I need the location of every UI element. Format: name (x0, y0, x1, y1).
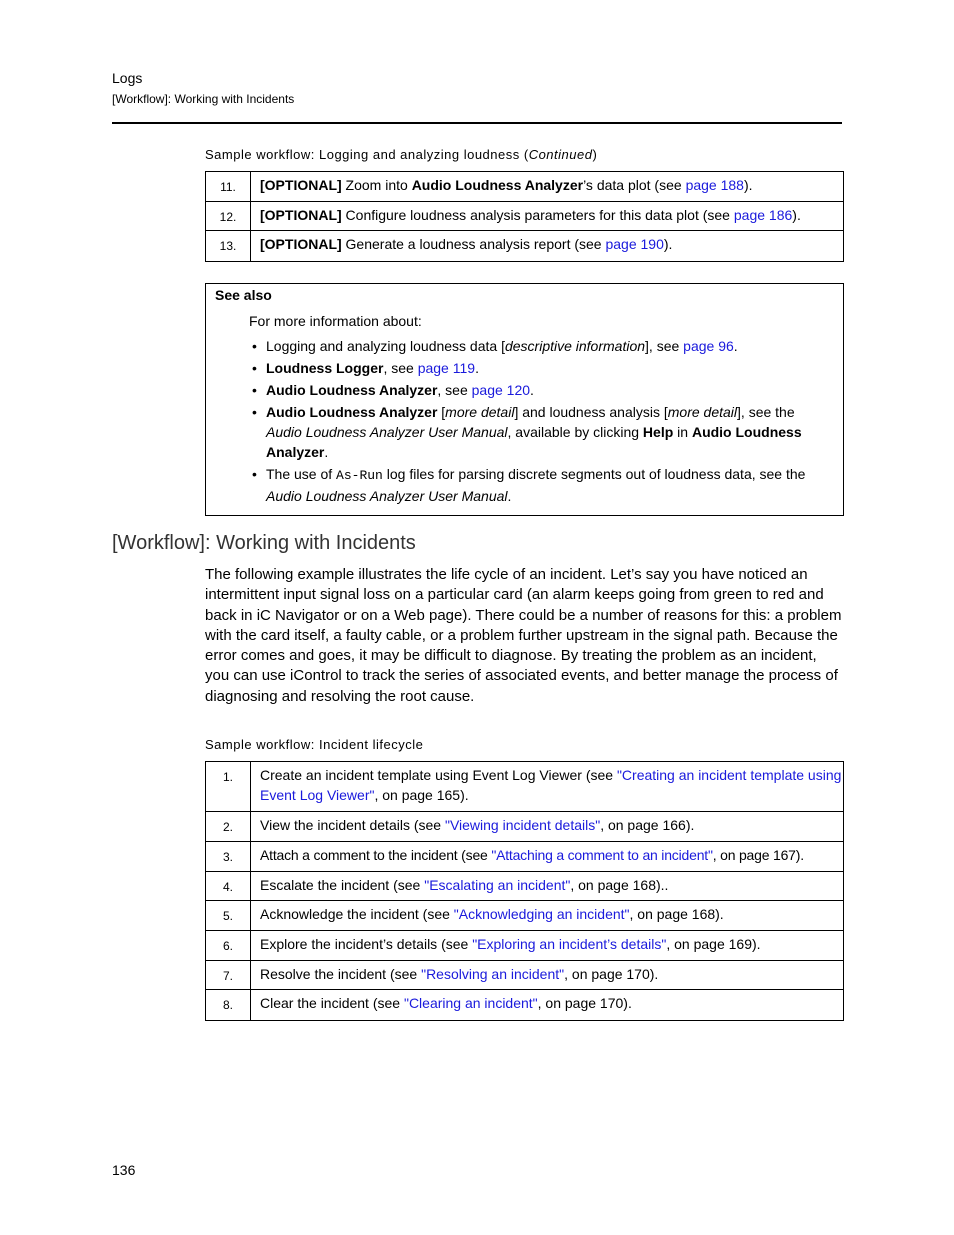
cross-reference-link[interactable]: "Viewing incident details" (444, 817, 601, 833)
table-row (206, 990, 844, 1021)
see-also-title: See also (215, 287, 272, 303)
cross-reference-link[interactable]: "Resolving an incident" (421, 966, 565, 982)
table-row (206, 872, 844, 901)
see-also-intro: For more information about: (249, 313, 422, 329)
table-row (206, 812, 844, 842)
loudness-workflow-table (205, 171, 844, 262)
cross-reference-link[interactable]: "Exploring an incident’s details" (472, 936, 667, 952)
page-link[interactable]: page 120 (471, 382, 531, 398)
see-also-list (249, 336, 819, 508)
cross-reference-link[interactable]: "Escalating an incident" (424, 877, 571, 893)
table-row (206, 172, 844, 202)
section-heading: [Workflow]: Working with Incidents (112, 532, 416, 554)
step-number: 13. (206, 231, 251, 262)
page-link[interactable]: page 188 (685, 177, 744, 193)
cross-reference-link[interactable]: "Attaching a comment to an incident" (491, 847, 713, 863)
cross-reference-link[interactable]: "Clearing an incident" (403, 995, 538, 1011)
step-number: 5. (206, 901, 251, 931)
page-link[interactable]: page 190 (605, 236, 664, 252)
list-item: • Logging and analyzing loudness data [descriptive information], see page 96. (252, 338, 738, 354)
see-also-box (205, 283, 844, 516)
page-number: 136 (112, 1162, 136, 1178)
list-item: • Loudness Logger, see page 119. (252, 360, 479, 376)
bullet: • (252, 360, 257, 376)
table-row (206, 842, 844, 872)
table-row (206, 202, 844, 231)
step-text: Clear the incident (see "Clearing an incident", on page 170). (251, 990, 844, 1021)
page-link[interactable]: page 96 (683, 338, 734, 354)
step-text: Acknowledge the incident (see "Acknowledging an incident", on page 168). (251, 901, 844, 931)
list-item: • Audio Loudness Analyzer, see page 120. (252, 382, 534, 398)
body-paragraph: The following example illustrates the life cycle of an incident. Let’s say you have noticed an intermittent input signal loss on a particular card (an alarm keeps going from green to red and back in iC Navigator or on a Web page). There could be a number of reasons for this: a problem with the card itself, a faulty cable, or a problem further upstream in the signal path. Because the error comes and goes, it may be difficult to diagnose. By treating the problem as an incident, you can use iControl to track the series of associated events, and better manage the process of diagnosing and resolving the root cause. (205, 566, 842, 705)
step-number: 1. (206, 762, 251, 812)
step-number: 6. (206, 931, 251, 961)
step-number: 12. (206, 202, 251, 231)
header-divider (112, 122, 842, 124)
running-header-subsection: [Workflow]: Working with Incidents (112, 92, 295, 106)
table2-caption: Sample workflow: Incident lifecycle (205, 737, 424, 752)
incident-lifecycle-table (205, 761, 844, 1021)
page-link[interactable]: page 186 (733, 207, 793, 223)
bullet: • (252, 466, 257, 482)
list-item: • Audio Loudness Analyzer [more detail] and loudness analysis [more detail], see the Audio Loudness Analyzer User Manual, available by clicking Help in Audio Loudness Analyzer. (252, 404, 802, 460)
list-item: • The use of As-Run log files for parsing discrete segments out of loudness data, see the Audio Loudness Analyzer User Manual. (252, 466, 806, 504)
step-text: [OPTIONAL] Configure loudness analysis parameters for this data plot (see page 186). (251, 202, 844, 231)
cross-reference-link[interactable]: "Acknowledging an incident" (453, 906, 630, 922)
step-number: 11. (206, 172, 251, 202)
step-number: 3. (206, 842, 251, 872)
table-row (206, 961, 844, 990)
step-text: Escalate the incident (see "Escalating an incident", on page 168).. (251, 872, 844, 901)
bullet: • (252, 338, 257, 354)
step-number: 2. (206, 812, 251, 842)
table-row (206, 231, 844, 262)
bullet: • (252, 404, 257, 420)
step-text: Explore the incident’s details (see "Exploring an incident’s details", on page 169). (251, 931, 844, 961)
step-number: 7. (206, 961, 251, 990)
step-number: 4. (206, 872, 251, 901)
page-link[interactable]: page 119 (417, 360, 476, 376)
step-number: 8. (206, 990, 251, 1021)
cross-reference-link[interactable]: "Creating an incident template using Event Log Viewer" (260, 767, 842, 803)
bullet: • (252, 382, 257, 398)
step-text: Create an incident template using Event Log Viewer (see "Creating an incident template using Event Log Viewer", on page 165). (251, 762, 844, 812)
step-text: [OPTIONAL] Generate a loudness analysis report (see page 190). (251, 231, 844, 262)
running-header-section: Logs (112, 70, 143, 86)
step-text: [OPTIONAL] Zoom into Audio Loudness Analyzer’s data plot (see page 188). (251, 172, 844, 202)
table-row (206, 931, 844, 961)
table-row (206, 901, 844, 931)
table-row (206, 762, 844, 812)
step-text: Resolve the incident (see "Resolving an incident", on page 170). (251, 961, 844, 990)
step-text: View the incident details (see "Viewing incident details", on page 166). (251, 812, 844, 842)
step-text: Attach a comment to the incident (see "Attaching a comment to an incident", on page 167). (251, 842, 844, 872)
code-text: As-Run (336, 468, 383, 483)
table1-caption: Sample workflow: Logging and analyzing loudness (Continued) (205, 147, 598, 162)
